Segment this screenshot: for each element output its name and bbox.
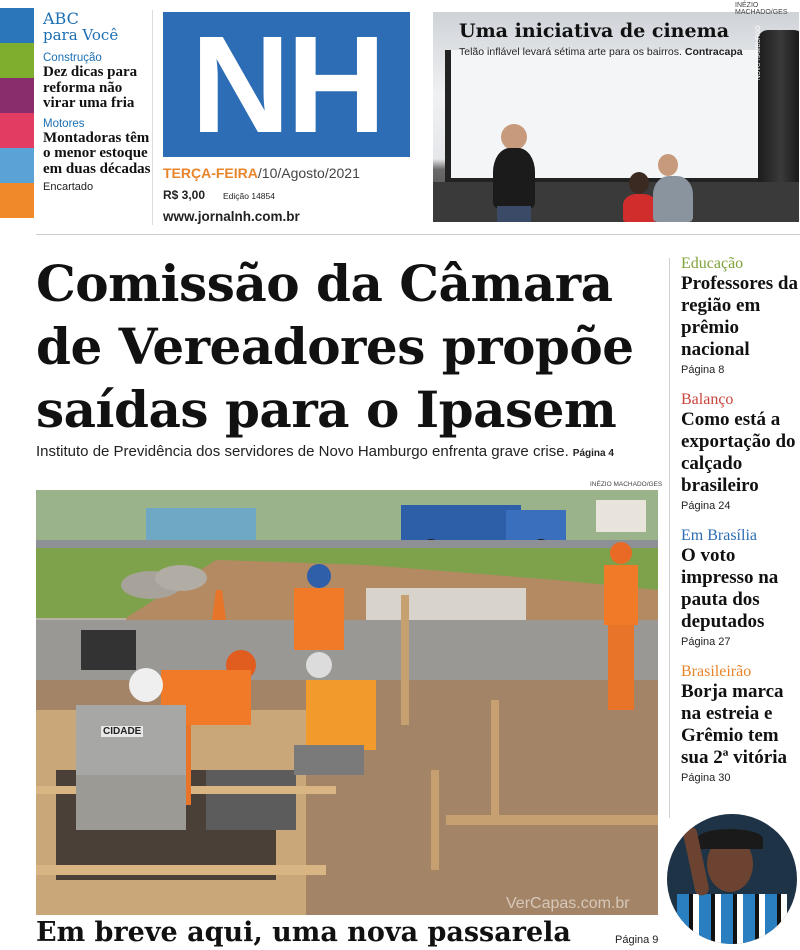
section-label-brasileirao: Brasileirão bbox=[681, 663, 752, 680]
section-label-construcao: Construção bbox=[43, 52, 102, 64]
right-page: Página 8 bbox=[681, 364, 725, 376]
section-label-balanco: Balanço bbox=[681, 391, 734, 408]
strip-block-blue bbox=[0, 8, 34, 43]
date-line bbox=[163, 165, 413, 183]
weekday: TERÇA-FEIRA bbox=[163, 165, 258, 181]
website-link[interactable]: www.jornalnh.com.br bbox=[163, 209, 300, 224]
concrete-pipe bbox=[155, 565, 207, 591]
cinema-subtitle-text: Telão inflável levará sétima arte para os bairros. bbox=[459, 46, 682, 58]
right-column bbox=[681, 255, 799, 784]
strip-block-purple bbox=[0, 78, 34, 113]
player-jersey bbox=[677, 894, 787, 944]
wood-stake bbox=[431, 770, 439, 870]
cinema-photo-credit: INÉZIO MACHADO/GES bbox=[735, 2, 788, 16]
divider bbox=[152, 10, 153, 225]
wood-stake bbox=[491, 700, 499, 820]
cinema-page-ref: Contracapa bbox=[684, 46, 743, 58]
watermark: VerCapas.com.br bbox=[506, 895, 630, 912]
wood-stake bbox=[401, 595, 409, 725]
right-page: Página 27 bbox=[681, 636, 731, 648]
left-column bbox=[43, 10, 155, 193]
photo-caption[interactable]: Em breve aqui, uma nova passarela bbox=[36, 917, 571, 948]
house bbox=[596, 500, 646, 532]
abc-title[interactable]: ABC bbox=[43, 9, 79, 28]
construction-photo[interactable] bbox=[36, 490, 658, 915]
main-subhead bbox=[36, 443, 666, 461]
strip-block-lightblue bbox=[0, 148, 34, 183]
child1-head bbox=[629, 172, 649, 194]
worker-right bbox=[604, 542, 638, 710]
strip-block-pink bbox=[0, 113, 34, 148]
section-label-motores: Motores bbox=[43, 117, 85, 130]
man-body bbox=[493, 148, 535, 208]
logo-text: NH bbox=[190, 7, 383, 162]
section-label-brasilia: Em Brasília bbox=[681, 527, 757, 544]
cinema-logo-text: NOVO HAMBURGO bbox=[756, 25, 762, 80]
section-label-educacao: Educação bbox=[681, 255, 744, 272]
metal-form bbox=[206, 770, 296, 830]
concrete-block bbox=[366, 588, 526, 624]
right-divider bbox=[669, 258, 670, 818]
section-color-strip bbox=[0, 8, 34, 218]
left-headline-montadoras[interactable]: Montadoras têm o menor estoque em duas décadas bbox=[43, 129, 151, 177]
right-page: Página 30 bbox=[681, 772, 731, 784]
player-photo[interactable] bbox=[667, 814, 797, 944]
encartado-note: Encartado bbox=[43, 181, 94, 193]
right-story-brasileirao[interactable] bbox=[681, 663, 799, 784]
date: /10/Agosto/2021 bbox=[257, 165, 360, 181]
child2-head bbox=[658, 154, 678, 176]
right-headline: Como está a exportação do calçado brasileiro bbox=[681, 409, 796, 496]
man-head bbox=[501, 124, 527, 150]
screen-base bbox=[433, 182, 799, 222]
left-headline-reforma[interactable]: Dez dicas para reforma não virar uma fria bbox=[43, 64, 138, 111]
caption-page: Página 9 bbox=[615, 934, 659, 946]
child1-body bbox=[623, 194, 657, 222]
right-story-brasilia[interactable] bbox=[681, 527, 799, 648]
cinema-subtitle bbox=[459, 46, 743, 58]
right-page: Página 24 bbox=[681, 500, 731, 512]
abc-subtitle[interactable]: para Você bbox=[43, 26, 119, 44]
guard-rail bbox=[36, 540, 658, 548]
graffiti-wall bbox=[146, 508, 256, 540]
right-headline: Borja marca na estreia e Grêmio tem sua 2ª vitória bbox=[681, 681, 787, 768]
right-story-educacao[interactable] bbox=[681, 255, 799, 376]
truck-cab bbox=[506, 510, 566, 543]
subhead-text: Instituto de Previdência dos servidores de Novo Hamburgo enfrenta grave crise. bbox=[36, 443, 569, 460]
strip-block-green bbox=[0, 43, 34, 78]
cinema-title[interactable]: Uma iniciativa de cinema bbox=[459, 20, 729, 42]
child2-body bbox=[653, 176, 693, 222]
vest-text: CIDADE bbox=[103, 726, 142, 737]
edition: Edição 14854 bbox=[223, 191, 275, 201]
right-story-balanco[interactable] bbox=[681, 391, 799, 512]
right-headline: O voto impresso na pauta dos deputados bbox=[681, 545, 779, 632]
strip-block-orange bbox=[0, 183, 34, 218]
nh-logo[interactable] bbox=[163, 7, 410, 162]
cinema-photo[interactable] bbox=[433, 12, 799, 222]
right-headline: Professores da região em prêmio nacional bbox=[681, 273, 798, 360]
header-rule bbox=[36, 234, 800, 235]
main-photo-credit: INÉZIO MACHADO/GES bbox=[590, 481, 663, 488]
price: R$ 3,00 bbox=[163, 188, 206, 202]
truck-body bbox=[401, 505, 521, 543]
player-hair bbox=[697, 829, 763, 849]
generator bbox=[81, 630, 136, 670]
subhead-page: Página 4 bbox=[572, 448, 614, 459]
construction-scene bbox=[36, 490, 658, 915]
main-headline[interactable]: Comissão da Câmara de Vereadores propõe saídas para o Ipasem bbox=[36, 254, 634, 439]
man-legs bbox=[497, 206, 531, 222]
